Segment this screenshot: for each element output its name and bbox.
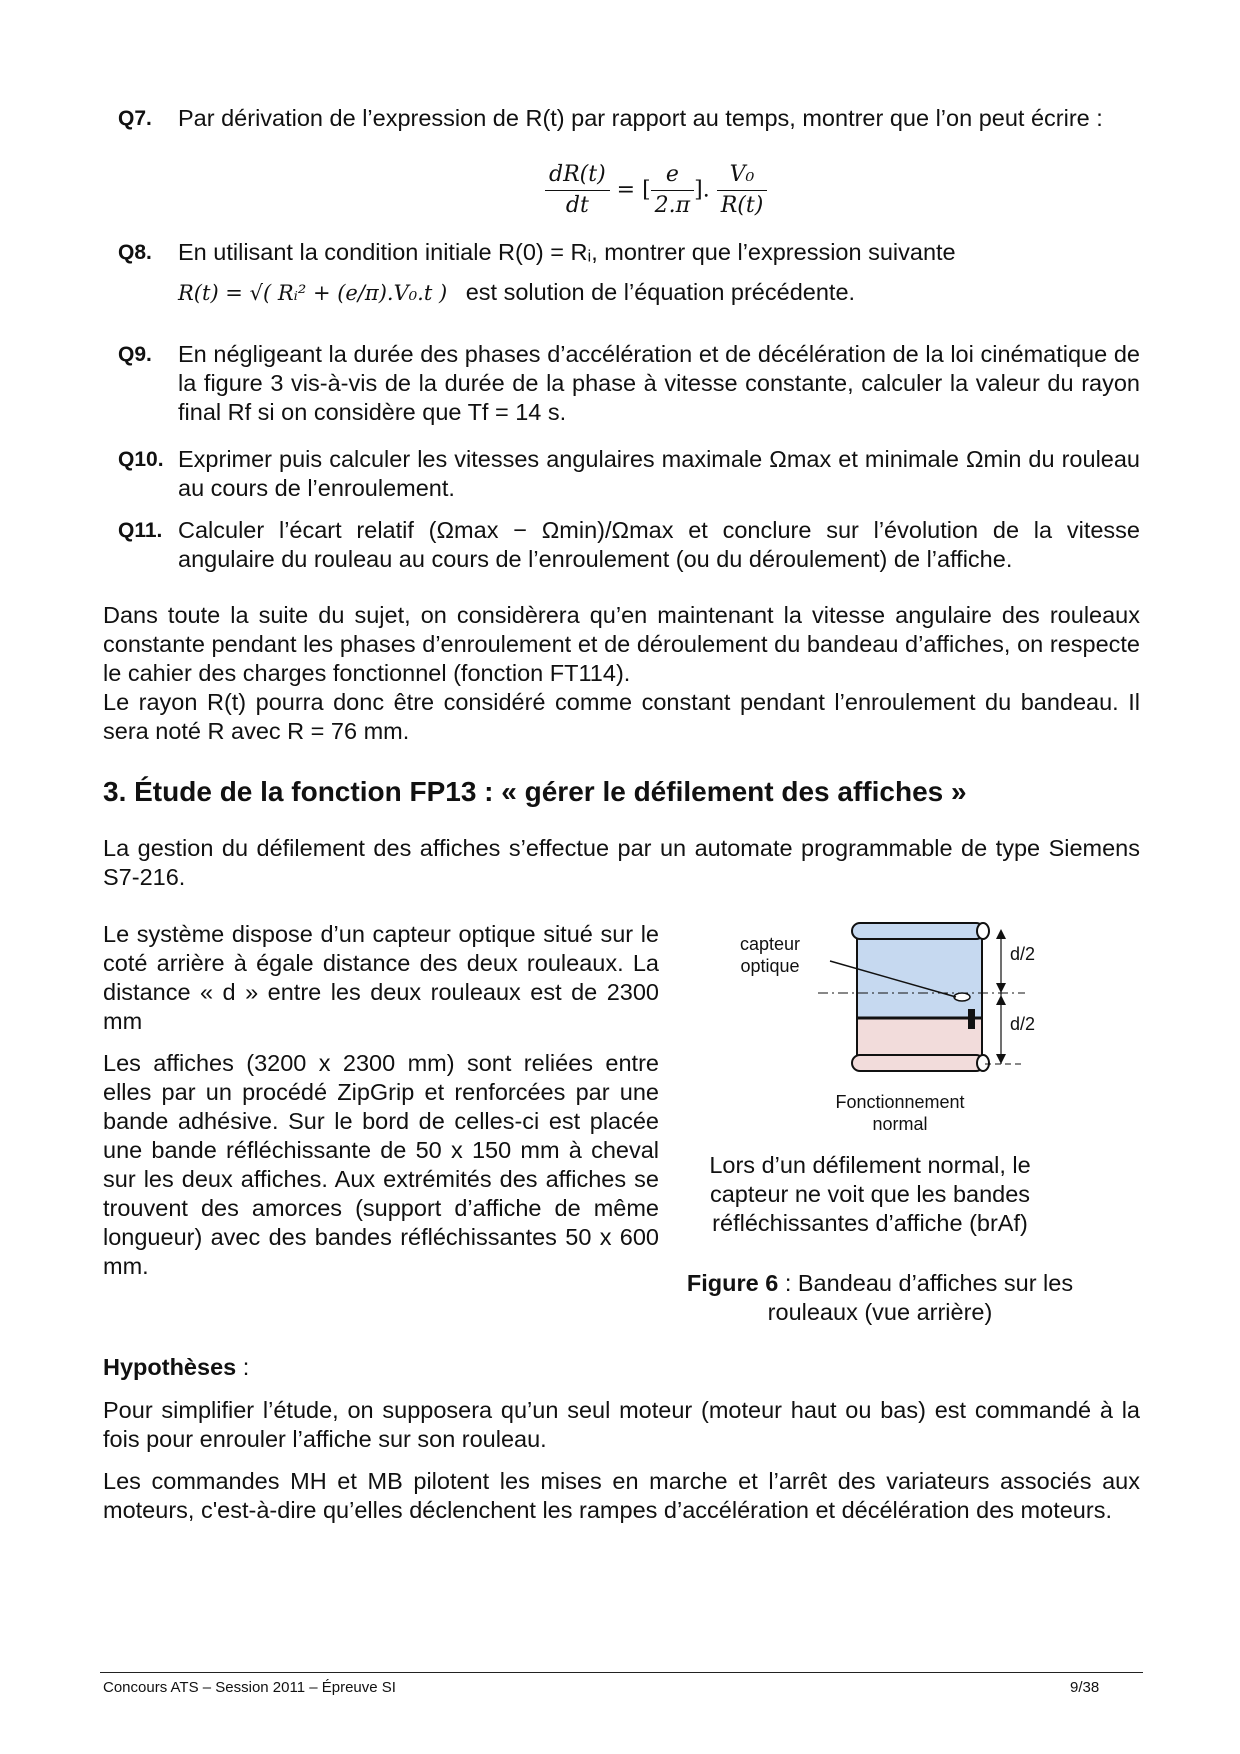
label-capteur: [720, 933, 820, 977]
bottom-roller: [852, 1055, 984, 1071]
formula-q8: R(t) = √( Rᵢ² + (e/π).V₀.t ): [178, 281, 448, 305]
question-number: Q7.: [118, 107, 152, 130]
question-number: Q10.: [118, 448, 164, 471]
reflective-band: [968, 1009, 975, 1029]
formula-num: dR(t): [545, 160, 610, 191]
hypotheses-title: Hypothèses: [103, 1354, 237, 1380]
hypotheses-paragraph-2: Les commandes MH et MB pilotent les mises en marche et l’arrêt des variateurs associés aux moteurs, c'est-à-dire qu’elles déclenchent les rampes d’accélération et décélération des moteurs.: [103, 1468, 1140, 1523]
section-heading: 3. Étude de la fonction FP13 : « gérer le défilement des affiches »: [103, 776, 967, 807]
label-fonct-line: normal: [872, 1114, 928, 1134]
question-text: est solution de l’équation précédente.: [465, 279, 856, 305]
label-capteur-line: optique: [740, 956, 800, 976]
figure-caption-text: : Bandeau d’affiches sur les: [778, 1270, 1074, 1296]
intro-paragraph-1: Dans toute la suite du sujet, on considèrera qu’en maintenant la vitesse angulaire des rouleaux constante pendant les phases d’enroulement et de déroulement du bandeau d’affiches, on respecte le cahier des charges fonctionnel (fonction FT114).: [103, 602, 1140, 686]
label-fonctionnement: [800, 1091, 1000, 1135]
question-q7: [118, 104, 1140, 133]
formula-q7: $\frac{dR(t)}{dt}$ = [ $\frac{e}{2.\pi}$ ]. $\frac{\text{V₀}}{R(t)}$: [545, 160, 767, 221]
formula-num: e: [651, 160, 694, 191]
hypotheses-paragraph-1: Pour simplifier l’étude, on supposera qu’un seul moteur (moteur haut ou bas) est commandé à la fois pour enrouler l’affiche sur son rouleau.: [103, 1397, 1140, 1452]
question-text: Calculer l’écart relatif (Ωmax − Ωmin)/Ωmax et conclure sur l’évolution de la vitesse angulaire du rouleau au cours de l’enroulement (ou du déroulement) de l’affiche.: [178, 517, 1140, 572]
section-paragraph: La gestion du défilement des affiches s’effectue par un automate programmable de type Siemens S7-216.: [103, 835, 1140, 890]
hypotheses-colon: :: [236, 1354, 250, 1380]
label-fonct-line: Fonctionnement: [835, 1092, 965, 1112]
q8-formula-line: [178, 276, 855, 309]
figure-caption-text: rouleaux (vue arrière): [767, 1299, 993, 1325]
top-roller: [852, 923, 984, 939]
question-q11: [118, 516, 1140, 574]
figure-note: Lors d’un défilement normal, le capteur ne voit que les bandes réfléchissantes d’affiche (brAf): [709, 1152, 1031, 1236]
left-column-paragraph-2: Les affiches (3200 x 2300 mm) sont reliées entre elles par un procédé ZipGrip et renforcées par une bande adhésive. Sur le bord de celles-ci est placée une bande réfléchissante de 50 x 150 mm à cheval sur les deux affiches. Aux extrémités des affiches se trouvent des amorces (support d’affiche de même longueur) avec des bandes réfléchissantes 50 x 600 mm.: [103, 1050, 659, 1279]
optical-sensor: [954, 993, 970, 1001]
formula-den: R(t): [720, 193, 764, 218]
left-column-paragraph-1: Le système dispose d’un capteur optique situé sur le coté arrière à égale distance des deux rouleaux. La distance « d » entre les deux rouleaux est de 2300 mm: [103, 921, 659, 1034]
question-text: En utilisant la condition initiale R(0) = Rᵢ, montrer que l’expression suivante: [178, 239, 956, 265]
upper-poster: [857, 937, 982, 1018]
figure-caption: [660, 1269, 1100, 1327]
figure-caption-label: Figure 6: [686, 1270, 779, 1296]
question-q8: [118, 238, 1140, 267]
question-text: Par dérivation de l’expression de R(t) par rapport au temps, montrer que l’on peut écrire :: [178, 105, 1103, 131]
question-text: Exprimer puis calculer les vitesses angulaires maximale Ωmax et minimale Ωmin du rouleau au cours de l’enroulement.: [178, 446, 1140, 501]
question-q10: [118, 445, 1140, 503]
label-d2-bottom: d/2: [1010, 1014, 1036, 1034]
question-q9: [118, 340, 1140, 427]
label-capteur-line: capteur: [739, 934, 801, 954]
formula-num: V₀: [717, 160, 768, 191]
page-number: 9/38: [1070, 1679, 1100, 1696]
formula-den: 2.π: [654, 193, 691, 218]
footer-rule: [100, 1672, 1143, 1673]
formula-den: dt: [565, 193, 589, 218]
question-number: Q8.: [118, 241, 152, 264]
label-d2-top: d/2: [1010, 944, 1036, 964]
footer-left: Concours ATS – Session 2011 – Épreuve SI: [103, 1679, 396, 1696]
intro-paragraph-2: Le rayon R(t) pourra donc être considéré comme constant pendant l’enroulement du bandeau. Il sera noté R avec R = 76 mm.: [103, 689, 1140, 744]
question-number: Q11.: [118, 519, 163, 542]
hypotheses-heading: [103, 1353, 1140, 1382]
question-number: Q9.: [118, 343, 152, 366]
question-text: En négligeant la durée des phases d’accélération et de décélération de la loi cinématique de la figure 3 vis-à-vis de la durée de la phase à vitesse constante, calculer la valeur du rayon final Rf si on considère que Tf = 14 s.: [178, 341, 1140, 425]
